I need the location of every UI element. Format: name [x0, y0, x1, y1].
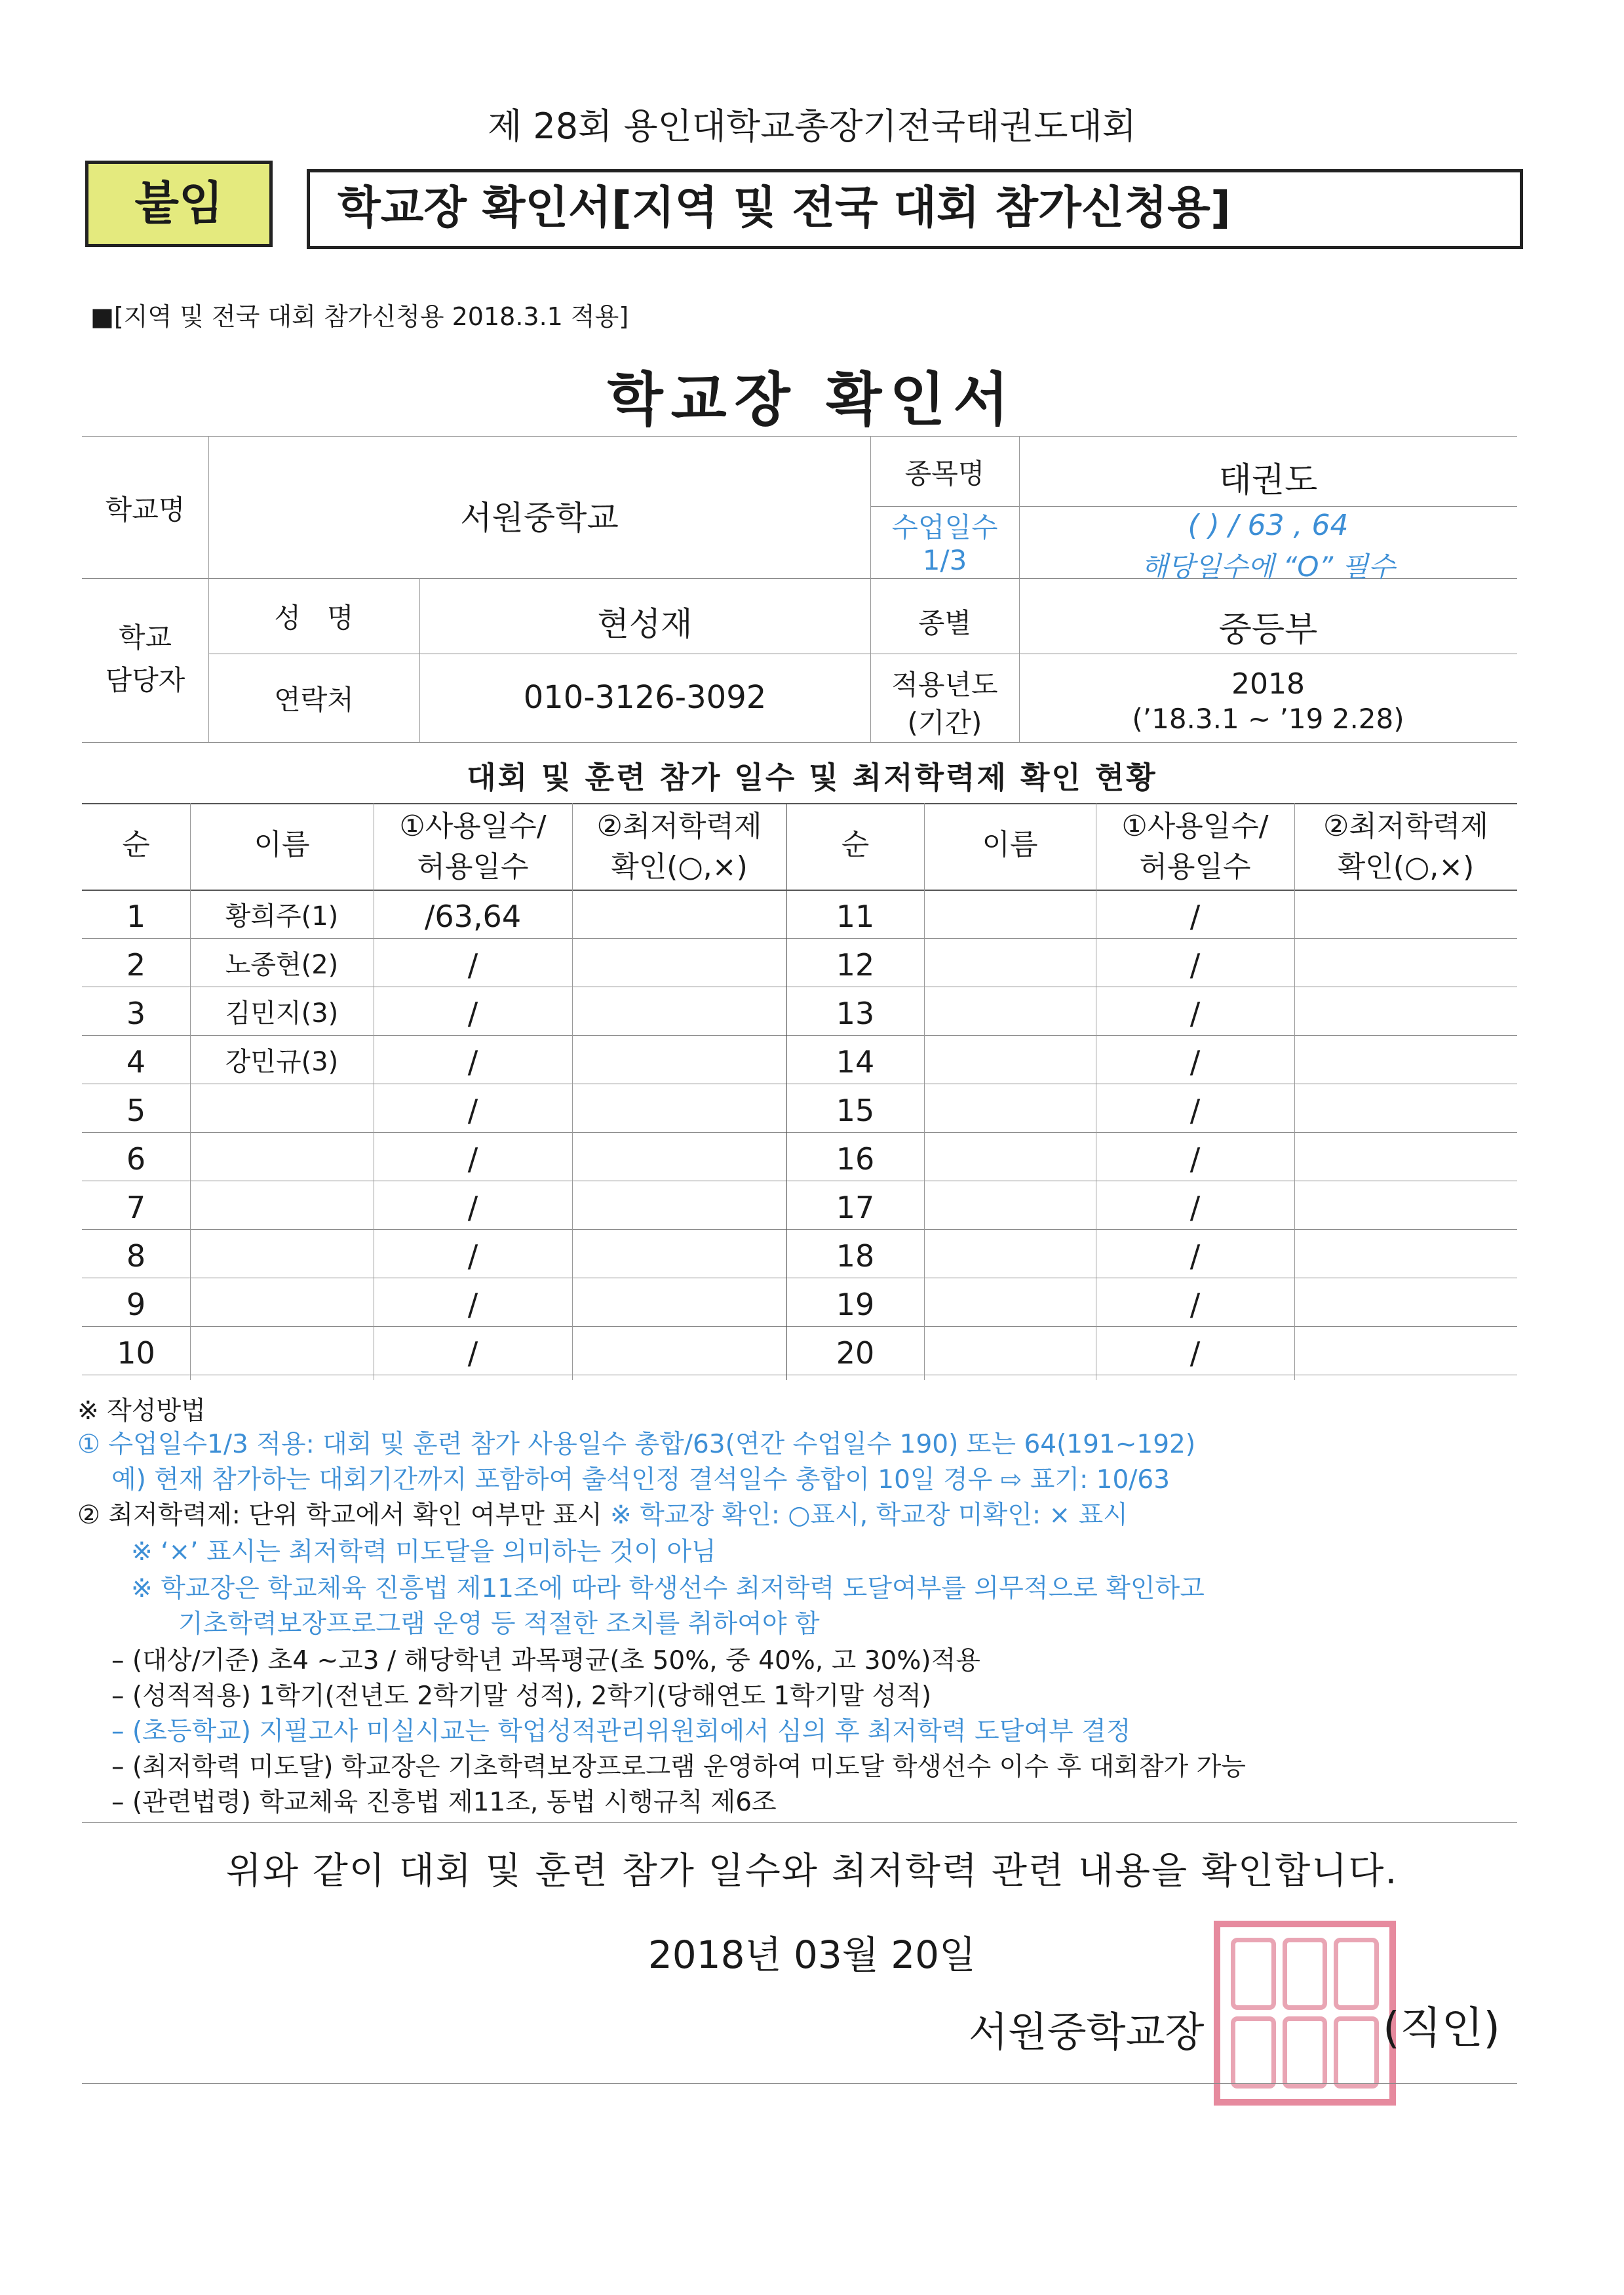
- row-no: 16: [836, 1141, 875, 1177]
- note-1a: ① 수업일수1/3 적용: 대회 및 훈련 참가 사용일수 총합/63(연간 수업일수 190) 또는 64(191~192): [77, 1430, 1196, 1459]
- row-no: 15: [836, 1093, 875, 1128]
- row-no: 20: [836, 1335, 875, 1371]
- period-label-1: 적용년도: [891, 669, 998, 701]
- detail-5: – (관련법령) 학교체육 진흥법 제11조, 동법 시행규칙 제6조: [111, 1788, 777, 1817]
- official-seal-icon: [1214, 1921, 1396, 2106]
- row-days: /: [1189, 996, 1201, 1031]
- row-no: 8: [126, 1238, 146, 1274]
- header-days-left-2: 허용일수: [417, 850, 529, 884]
- apply-note: ■[지역 및 전국 대회 참가신청용 2018.3.1 적용]: [90, 302, 629, 331]
- table-header-line: [82, 890, 1517, 891]
- class-days-label: 수업일수: [891, 511, 998, 543]
- period-year: 2018: [1231, 667, 1305, 701]
- row-no: 1: [126, 899, 146, 934]
- row-no: 10: [117, 1335, 155, 1371]
- table-vline-7: [1294, 803, 1295, 1380]
- header-days-right-2: 허용일수: [1139, 850, 1251, 884]
- note-2-text: ② 최저학력제: 단위 학교에서 확인 여부만 표시: [77, 1501, 602, 1530]
- seal-note: (직인): [1383, 2003, 1501, 2053]
- row-days: /: [467, 1238, 478, 1274]
- detail-1: – (대상/기준) 초4 ~고3 / 해당학년 과목평균(초 50%, 중 40%, 고 30%)적용: [111, 1646, 980, 1676]
- category-value: 중등부: [1218, 610, 1318, 650]
- row-days: /: [1189, 947, 1201, 983]
- row-days: /: [1189, 1238, 1201, 1274]
- signer-name: 서원중학교장: [969, 2008, 1205, 2056]
- manager-label-2: 담당자: [105, 664, 185, 696]
- row-no: 14: [836, 1044, 875, 1080]
- manager-name-value: 현성재: [597, 605, 693, 643]
- header-check-right-1: ②최저학력제: [1323, 810, 1488, 843]
- row-no: 12: [836, 947, 875, 983]
- note-3: ※ ‘×’ 표시는 최저학력 미도달을 의미하는 것이 아님: [131, 1537, 716, 1567]
- notes-bottom-line: [82, 1822, 1517, 1823]
- row-days: /: [1189, 1335, 1201, 1371]
- row-no: 7: [126, 1190, 146, 1225]
- row-no: 5: [126, 1093, 146, 1128]
- row-days: /: [1189, 1190, 1201, 1225]
- issue-date: 2018년 03월 20일: [648, 1932, 976, 1977]
- sport-value: 태권도: [1218, 461, 1318, 500]
- row-no: 4: [126, 1044, 146, 1080]
- row-days: /: [467, 996, 478, 1031]
- row-days: /: [467, 947, 478, 983]
- note-4a: ※ 학교장은 학교체육 진흥법 제11조에 따라 학생선수 최저학력 도달여부를 의무적으로 확인하고: [131, 1574, 1205, 1603]
- footer-bottom-line: [82, 2083, 1517, 2084]
- header-days-right-1: ①사용일수/: [1121, 810, 1269, 843]
- row-no: 3: [126, 996, 146, 1031]
- row-days: /: [1189, 1141, 1201, 1177]
- row-days: /: [467, 1141, 478, 1177]
- period-label-2: (기간): [907, 707, 982, 739]
- row-no: 17: [836, 1190, 875, 1225]
- table-vline-3: [572, 803, 573, 1380]
- name-label: 성 명: [274, 602, 354, 634]
- table-vline-1: [190, 803, 191, 1380]
- row-no: 18: [836, 1238, 875, 1274]
- info-top-line: [82, 436, 1517, 437]
- row-name: 노종현(2): [225, 950, 339, 980]
- row-days: /: [467, 1335, 478, 1371]
- row-no: 19: [836, 1287, 875, 1322]
- class-days-sub: 1/3: [922, 544, 967, 576]
- notes-heading: ※ 작성방법: [77, 1396, 206, 1426]
- row-days: /: [467, 1093, 478, 1128]
- row-name: 강민규(3): [225, 1047, 339, 1077]
- table-vline-5: [924, 803, 925, 1380]
- document-title: 학교장 확인서: [607, 366, 1017, 433]
- school-name-value: 서원중학교: [460, 499, 619, 537]
- header-no-left: 순: [122, 828, 150, 861]
- row-days: /: [1189, 1287, 1201, 1322]
- form-title: 학교장 확인서[지역 및 전국 대회 참가신청용]: [307, 169, 1523, 249]
- detail-2: – (성적적용) 1학기(전년도 2학기말 성적), 2학기(당해연도 1학기말 성적): [111, 1681, 932, 1711]
- category-label: 종별: [918, 607, 972, 639]
- row-name: 김민지(3): [225, 998, 339, 1029]
- header-check-left-1: ②최저학력제: [596, 810, 762, 843]
- detail-3: – (초등학교) 지필고사 미실시교는 학업성적관리위원회에서 심의 후 최저학력 도달여부 결정: [111, 1717, 1131, 1746]
- row-no: 6: [126, 1141, 146, 1177]
- row-no: 9: [126, 1287, 146, 1322]
- attachment-tag: 붙임: [85, 161, 273, 247]
- header-days-left-1: ①사용일수/: [399, 810, 547, 843]
- note-2: [77, 1497, 1128, 1534]
- row-no: 2: [126, 947, 146, 983]
- contact-label: 연락처: [274, 684, 354, 716]
- row-no: 13: [836, 996, 875, 1031]
- row-days: /: [467, 1190, 478, 1225]
- section-title: 대회 및 훈련 참가 일수 및 최저학력제 확인 현황: [467, 760, 1157, 795]
- event-title: 제 28회 용인대학교총장기전국태권도대회: [488, 106, 1136, 147]
- row-days: /: [1189, 1044, 1201, 1080]
- contact-value: 010-3126-3092: [523, 679, 767, 716]
- school-name-label: 학교명: [105, 494, 185, 526]
- header-check-left-2: 확인(○,×): [611, 850, 748, 884]
- class-days-value: ( ) / 63 , 64: [1188, 509, 1349, 542]
- info-bottom-line: [82, 742, 1517, 743]
- header-no-right: 순: [841, 828, 870, 861]
- row-days: /: [1189, 1093, 1201, 1128]
- note-4b: 기초학력보장프로그램 운영 등 적절한 조치를 취하여야 함: [178, 1609, 820, 1639]
- row-name: 황희주(1): [225, 901, 339, 932]
- row-days: /: [467, 1044, 478, 1080]
- row-no: 11: [836, 899, 875, 934]
- sport-label: 종목명: [904, 458, 985, 490]
- detail-4: – (최저학력 미도달) 학교장은 기초학력보장프로그램 운영하여 미도달 학생선수 이수 후 대회참가 가능: [111, 1752, 1246, 1782]
- header-name-left: 이름: [254, 828, 310, 861]
- note-2-blue: ※ 학교장 확인: ○표시, 학교장 미확인: × 표시: [602, 1501, 1128, 1530]
- header-name-right: 이름: [982, 828, 1038, 861]
- table-top-line: [82, 803, 1517, 804]
- row-days: /63,64: [424, 899, 522, 934]
- period-range: (’18.3.1 ~ ’19 2.28): [1132, 703, 1404, 735]
- note-1b: 예) 현재 참가하는 대회기간까지 포함하여 출석인정 결석일수 총합이 10일 경우 ⇨ 표기: 10/63: [111, 1465, 1170, 1495]
- class-days-hint: 해당일수에 “O” 필수: [1141, 551, 1395, 583]
- header-check-right-2: 확인(○,×): [1337, 850, 1475, 884]
- row-days: /: [1189, 899, 1201, 934]
- confirmation-text: 위와 같이 대회 및 훈련 참가 일수와 최저학력 관련 내용을 확인합니다.: [225, 1850, 1399, 1893]
- manager-label-1: 학교: [118, 621, 172, 654]
- row-days: /: [467, 1287, 478, 1322]
